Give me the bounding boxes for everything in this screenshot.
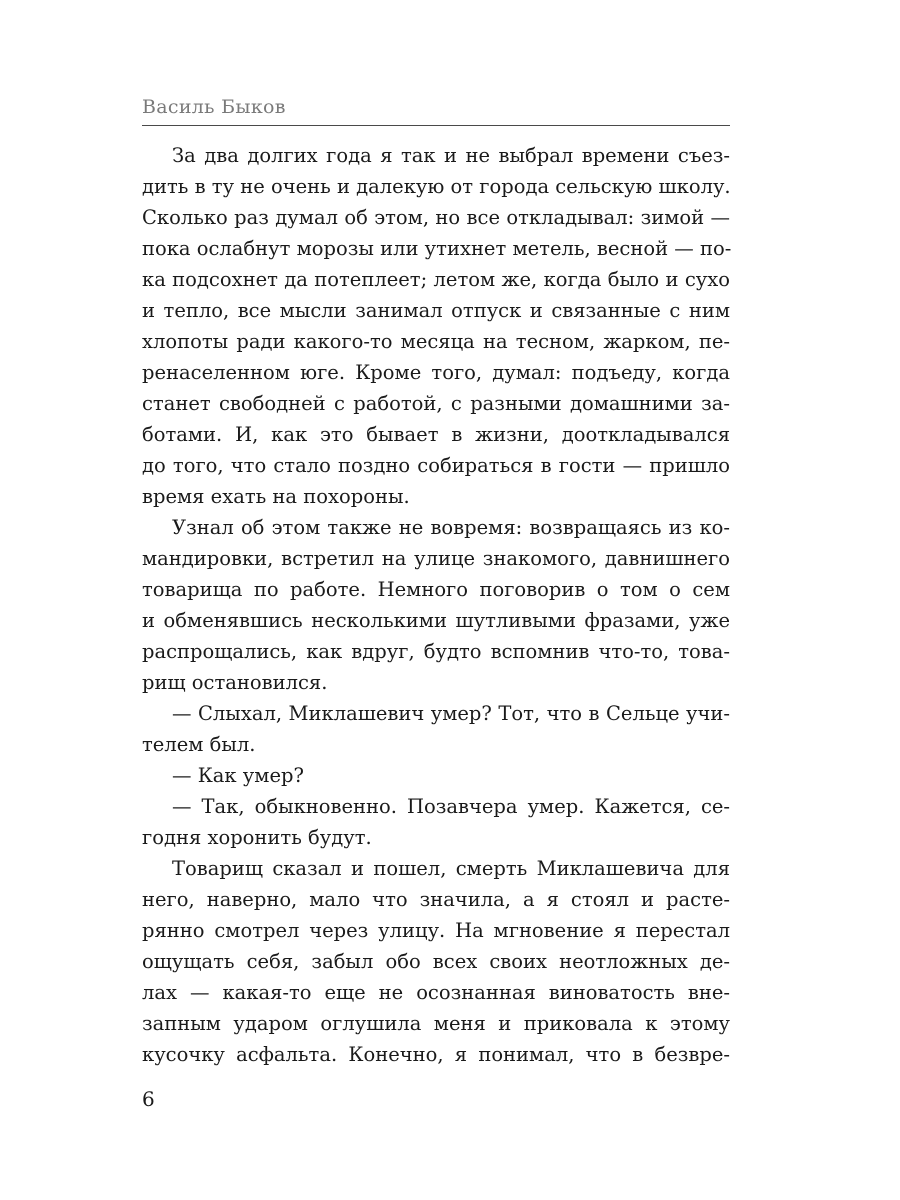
text-line: и обменявшись несколькими шутливыми фразами, уже [142, 609, 730, 632]
text-line: станет свободней с работой, с разными домашними за- [142, 392, 730, 415]
paragraph [142, 760, 730, 791]
text-line: пока ослабнут морозы или утихнет метель, весной — по- [142, 237, 732, 260]
text-line: годня хоронить будут. [142, 826, 372, 849]
text-line: рянно смотрел через улицу. На мгновение я перестал [142, 919, 730, 942]
running-head: Василь Быков [142, 96, 286, 118]
text-line: — Так, обыкновенно. Позавчера умер. Кажется, се- [172, 795, 730, 818]
text-line: рищ остановился. [142, 671, 328, 694]
text-line: запным ударом оглушила меня и приковала к этому [142, 1012, 730, 1035]
page-number: 6 [142, 1087, 155, 1111]
text-line: Сколько раз думал об этом, но все откладывал: зимой — [142, 206, 730, 229]
text-line: товарища по работе. Немного поговорив о том о сем [142, 578, 730, 601]
text-line: Узнал об этом также не вовремя: возвращаясь из ко- [172, 516, 730, 539]
text-line: — Слыхал, Миклашевич умер? Тот, что в Сельце учи- [172, 702, 730, 725]
text-line: время ехать на похороны. [142, 485, 410, 508]
text-line: кусочку асфальта. Конечно, я понимал, что в безвре- [142, 1043, 730, 1066]
header-rule [142, 125, 730, 126]
text-line: ка подсохнет да потеплеет; летом же, когда было и сухо [142, 268, 730, 291]
text-line: Товарищ сказал и пошел, смерть Миклашевича для [172, 857, 730, 880]
text-line: до того, что стало поздно собираться в гости — пришло [142, 454, 730, 477]
text-line: хлопоты ради какого-то месяца на тесном, жарком, пе- [142, 330, 730, 353]
text-line: дить в ту не очень и далекую от города сельскую школу. [142, 175, 731, 198]
paragraph [142, 512, 730, 698]
text-line: ренаселенном юге. Кроме того, думал: подъеду, когда [142, 361, 730, 384]
text-line: За два долгих года я так и не выбрал времени съез- [172, 144, 730, 167]
text-line: распрощались, как вдруг, будто вспомнив что-то, това- [142, 640, 730, 663]
text-line: лах — какая-то еще не осознанная виноватость вне- [142, 981, 730, 1004]
text-line: мандировки, встретил на улице знакомого, давнишнего [142, 547, 730, 570]
paragraph [142, 853, 730, 1070]
text-line: — Как умер? [172, 764, 304, 787]
text-line: телем был. [142, 733, 256, 756]
paragraph [142, 140, 730, 512]
paragraph [142, 791, 730, 853]
text-line: ботами. И, как это бывает в жизни, дооткладывался [142, 423, 730, 446]
text-line: ощущать себя, забыл обо всех своих неотложных де- [142, 950, 730, 973]
body-text [142, 140, 730, 1070]
text-line: него, наверно, мало что значила, а я стоял и расте- [142, 888, 730, 911]
text-line: и тепло, все мысли занимал отпуск и связанные с ним [142, 299, 730, 322]
paragraph [142, 698, 730, 760]
